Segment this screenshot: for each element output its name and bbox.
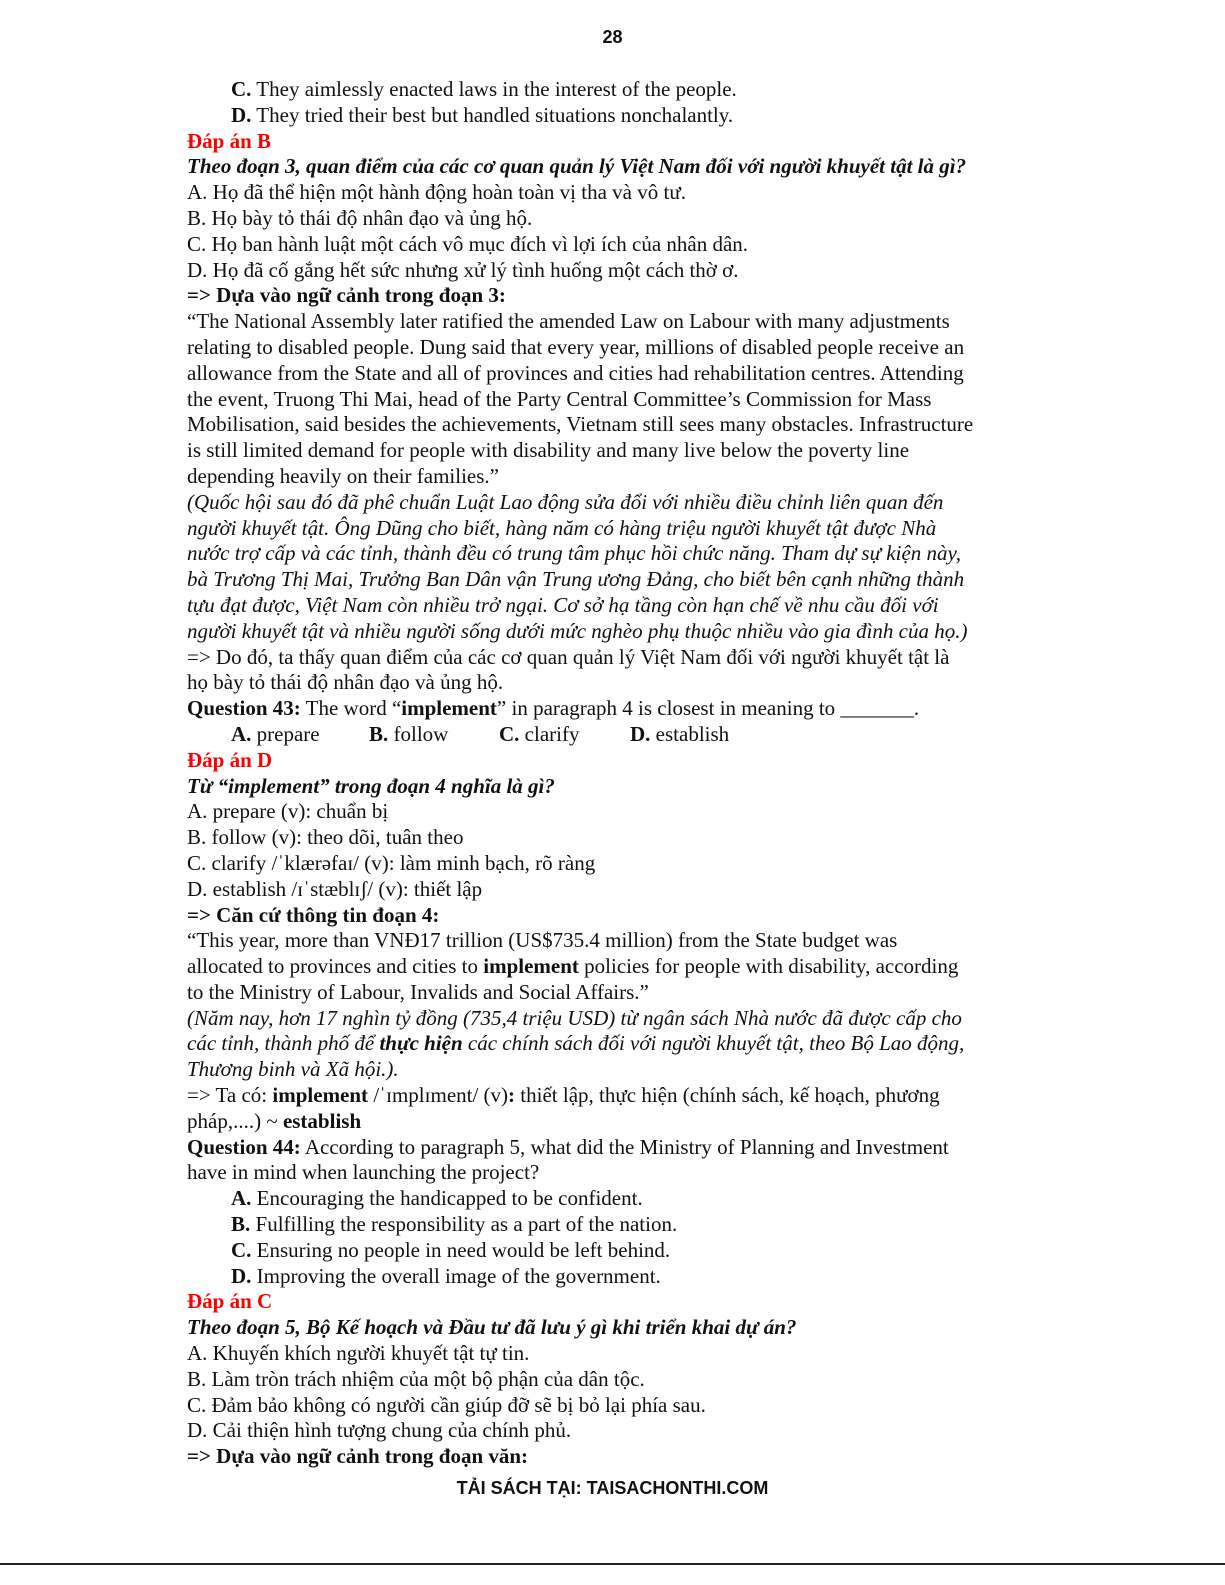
vi-option: D. Họ đã cố gắng hết sức nhưng xử lý tình huống một cách thờ ơ. xyxy=(187,257,739,282)
translation-line: Thương binh và Xã hội.). xyxy=(187,1057,399,1082)
option-letter: D. xyxy=(231,1263,252,1288)
option-text: Improving the overall image of the government. xyxy=(251,1263,661,1288)
conclusion-text: pháp,....) ~ xyxy=(187,1108,283,1133)
option-d xyxy=(630,722,729,748)
translation-text: các tỉnh, thành phố để xyxy=(187,1031,380,1056)
vi-option: B. Họ bày tỏ thái độ nhân đạo và ủng hộ. xyxy=(187,205,533,230)
vi-option: A. prepare (v): chuẩn bị xyxy=(187,799,389,824)
vi-option: C. Đảm bảo không có người cần giúp đỡ sẽ bị bỏ lại phía sau. xyxy=(187,1392,706,1417)
vi-question: Từ “implement” trong đoạn 4 nghĩa là gì? xyxy=(187,773,555,798)
option-a xyxy=(187,1186,1037,1212)
document-body xyxy=(187,77,1037,1470)
answer-label: Đáp án C xyxy=(187,1289,273,1314)
translation-text: các chính sách đối với người khuyết tật, theo Bộ Lao động, xyxy=(462,1031,965,1056)
translation-line: người khuyết tật và nhiều người sống dưới mức nghèo phụ thuộc nhiều vào gia đình của họ.) xyxy=(187,618,968,643)
option-letter: A. xyxy=(231,1186,252,1211)
option-letter: B. xyxy=(369,721,389,746)
translation-line: (Quốc hội sau đó đã phê chuẩn Luật Lao động sửa đổi với nhiều điều chỉnh liên quan đến xyxy=(187,489,944,514)
quote-line xyxy=(187,954,1037,980)
conclusion-line xyxy=(187,1109,1037,1135)
translation-line: nước trợ cấp và các tỉnh, thành đều có trung tâm phục hồi chức năng. Tham dự sự kiện này, xyxy=(187,541,961,566)
conclusion-colon: : xyxy=(508,1083,516,1108)
option-c xyxy=(499,722,630,748)
conclusion-line: họ bày tỏ thái độ nhân đạo và ủng hộ. xyxy=(187,670,504,695)
vi-question: Theo đoạn 5, Bộ Kế hoạch và Đầu tư đã lưu ý gì khi triển khai dự án? xyxy=(187,1315,797,1340)
option-d xyxy=(187,1264,1037,1290)
question-text: According to paragraph 5, what did the Ministry of Planning and Investment xyxy=(300,1134,949,1159)
vi-option: B. Làm tròn trách nhiệm của một bộ phận của dân tộc. xyxy=(187,1366,645,1391)
context-heading: => Căn cứ thông tin đoạn 4: xyxy=(187,902,440,927)
option-text: follow xyxy=(388,721,449,746)
option-letter: D. xyxy=(630,721,651,746)
quote-line: “The National Assembly later ratified the amended Law on Labour with many adjustments xyxy=(187,309,950,334)
answer-label: Đáp án D xyxy=(187,747,273,772)
vi-option: D. Cải thiện hình tượng chung của chính phủ. xyxy=(187,1418,572,1443)
option-letter: B. xyxy=(231,1212,251,1237)
context-heading: => Dựa vào ngữ cảnh trong đoạn văn: xyxy=(187,1444,529,1469)
question-43 xyxy=(187,696,1037,722)
vi-option: A. Khuyến khích người khuyết tật tự tin. xyxy=(187,1341,530,1366)
context-heading: => Dựa vào ngữ cảnh trong đoạn 3: xyxy=(187,283,506,308)
translation-line: người khuyết tật. Ông Dũng cho biết, hàng năm có hàng triệu người khuyết tật được Nhà xyxy=(187,515,937,540)
vi-option: A. Họ đã thể hiện một hành động hoàn toàn vị tha và vô tư. xyxy=(187,180,686,205)
vi-option: B. follow (v): theo dõi, tuân theo xyxy=(187,825,464,850)
conclusion-synonym: establish xyxy=(282,1108,362,1133)
translation-line: bà Trương Thị Mai, Trưởng Ban Dân vận Trung ương Đảng, cho biết bên cạnh những thành xyxy=(187,567,965,592)
option-text: Ensuring no people in need would be left behind. xyxy=(251,1237,671,1262)
conclusion-text: => Ta có: xyxy=(187,1083,273,1108)
translation-line xyxy=(187,1031,1037,1057)
option-text: They tried their best but handled situations nonchalantly. xyxy=(251,102,734,127)
quote-text: allocated to provinces and cities to xyxy=(187,954,484,979)
vi-option: C. Họ ban hành luật một cách vô mục đích vì lợi ích của nhân dân. xyxy=(187,231,749,256)
quote-line: depending heavily on their families.” xyxy=(187,463,499,488)
quote-line: allowance from the State and all of provinces and cities had rehabilitation centres. Attending xyxy=(187,360,964,385)
question-label: Question 44: xyxy=(187,1134,301,1159)
quote-line: “This year, more than VNĐ17 trillion (US$735.4 million) from the State budget was xyxy=(187,928,898,953)
option-c xyxy=(187,1238,1037,1264)
option-b xyxy=(187,1212,1037,1238)
option-b xyxy=(369,722,499,748)
option-text: clarify xyxy=(519,721,580,746)
footer-download-link: TẢI SÁCH TẠI: TAISACHONTHI.COM xyxy=(456,1478,769,1498)
quote-line: the event, Truong Thi Mai, head of the Party Central Committee’s Commission for Mass xyxy=(187,386,932,411)
quote-keyword: implement xyxy=(483,954,579,979)
option-text: prepare xyxy=(251,721,320,746)
question-label: Question 43: xyxy=(187,696,301,721)
quote-text: policies for people with disability, according xyxy=(578,954,959,979)
answer-label: Đáp án B xyxy=(187,128,272,153)
question-text: ” in paragraph 4 is closest in meaning to _______. xyxy=(496,696,920,721)
vi-option: D. establish /ɪˈstæblɪʃ/ (v): thiết lập xyxy=(187,876,483,901)
question-44 xyxy=(187,1135,1037,1161)
option-letter: D. xyxy=(231,102,252,127)
conclusion-line: => Do đó, ta thấy quan điểm của các cơ quan quản lý Việt Nam đối với người khuyết tật là xyxy=(187,644,950,669)
option-text: Fulfilling the responsibility as a part of the nation. xyxy=(250,1212,678,1237)
option-letter: A. xyxy=(231,721,252,746)
quote-line: relating to disabled people. Dung said that every year, millions of disabled people receive an xyxy=(187,334,965,359)
translation-keyword: thực hiện xyxy=(379,1031,463,1056)
option-a xyxy=(231,722,369,748)
option-text: They aimlessly enacted laws in the interest of the people. xyxy=(251,77,737,101)
vi-question: Theo đoạn 3, quan điểm của các cơ quan quản lý Việt Nam đối với người khuyết tật là gì? xyxy=(187,154,967,179)
question-text-line: have in mind when launching the project? xyxy=(187,1160,540,1185)
conclusion-text: thiết lập, thực hiện (chính sách, kế hoạch, phương xyxy=(515,1083,940,1108)
bottom-divider xyxy=(0,1563,1225,1565)
option-letter: C. xyxy=(231,77,252,101)
option-text: establish xyxy=(650,721,730,746)
option-letter: C. xyxy=(231,1237,252,1262)
conclusion-line xyxy=(187,1083,1037,1109)
translation-line: (Năm nay, hơn 17 nghìn tỷ đồng (735,4 triệu USD) từ ngân sách Nhà nước đã được cấp cho xyxy=(187,1005,962,1030)
quote-line: Mobilisation, said besides the achievements, Vietnam still sees many obstacles. Infrastructure xyxy=(187,412,974,437)
option-letter: C. xyxy=(499,721,520,746)
question-keyword: implement xyxy=(401,696,497,721)
option-d xyxy=(187,103,1037,129)
page-number: 28 xyxy=(602,27,623,47)
translation-line: tựu đạt được, Việt Nam còn nhiều trở ngại. Cơ sở hạ tầng còn hạn chế về nhu cầu đối với xyxy=(187,592,939,617)
vi-option: C. clarify /ˈklærəfaɪ/ (v): làm minh bạch, rõ ràng xyxy=(187,850,596,875)
conclusion-word: implement xyxy=(272,1083,369,1108)
quote-line: is still limited demand for people with disability and many live below the poverty line xyxy=(187,438,910,463)
conclusion-ipa: /ˈɪmplɪment/ (v) xyxy=(368,1083,509,1108)
option-c xyxy=(187,77,1037,103)
options-row xyxy=(187,722,1037,748)
quote-line: to the Ministry of Labour, Invalids and Social Affairs.” xyxy=(187,979,649,1004)
option-text: Encouraging the handicapped to be confident. xyxy=(251,1186,643,1211)
question-text: The word “ xyxy=(300,696,402,721)
